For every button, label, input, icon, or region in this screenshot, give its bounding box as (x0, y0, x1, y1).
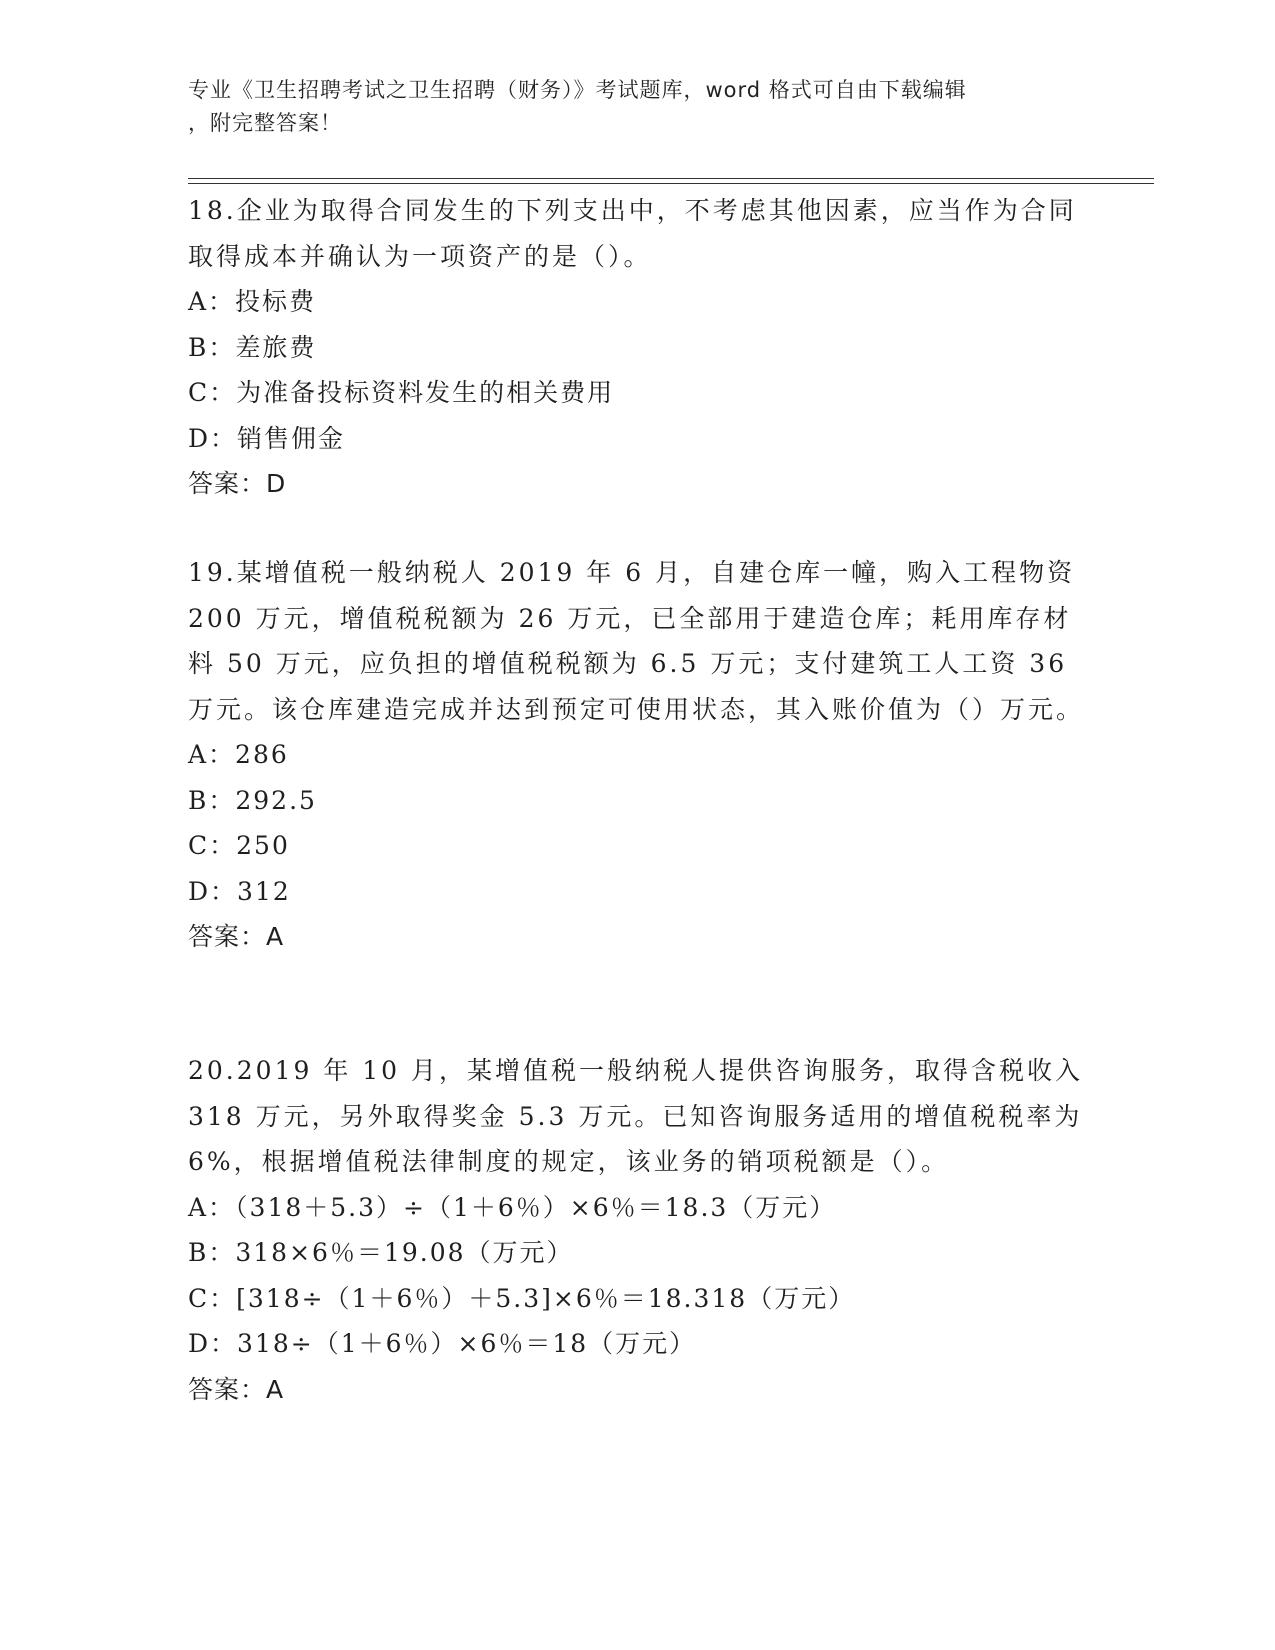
option-d: D：318÷（1＋6％）×6％＝18（万元） (188, 1329, 697, 1358)
option-d: D：312 (188, 876, 291, 906)
header-line-2: ，附完整答案！ (188, 111, 342, 135)
option-c: C：250 (188, 831, 290, 860)
option-a: A：投标费 (188, 287, 317, 316)
answer: 答案：D (188, 469, 287, 498)
document-header (188, 74, 1068, 140)
option-a: A：286 (188, 740, 289, 769)
answer: 答案：A (188, 1374, 285, 1404)
question-20 (188, 1048, 1088, 1412)
option-b: B：318×6％＝19.08（万元） (188, 1238, 574, 1267)
option-c: C：[318÷（1＋6％）＋5.3]×6％＝18.318（万元） (188, 1283, 856, 1313)
header-line-1: 专业《卫生招聘考试之卫生招聘（财务）》考试题库，word 格式可自由下载编辑 (188, 78, 967, 102)
header-divider-top (188, 178, 1154, 179)
option-c: C：为准备投标资料发生的相关费用 (188, 378, 615, 407)
option-b: B：差旅费 (188, 332, 317, 362)
header-divider-bottom (188, 183, 1154, 184)
question-text: 19.某增值税一般纳税人 2019 年 6 月，自建仓库一幢，购入工程物资 200 万元，增值税税额为 26 万元，已全部用于建造仓库；耗用库存材料 50 万元，应负担的增值税税额为 6.5 万元；支付建筑工人工资 36 万元。该仓库建造完成并达到预定可使用状态，其入账价值为（）万元。 (188, 558, 1085, 724)
option-b: B：292.5 (188, 785, 317, 815)
question-text: 20.2019 年 10 月，某增值税一般纳税人提供咨询服务，取得含税收入 318 万元，另外取得奖金 5.3 万元。已知咨询服务适用的增值税税率为 6%，根据增值税法律制度的规定，该业务的销项税额是（）。 (188, 1056, 1084, 1176)
answer: 答案：A (188, 922, 285, 951)
option-d: D：销售佣金 (188, 423, 346, 453)
question-text: 18.企业为取得合同发生的下列支出中，不考虑其他因素，应当作为合同取得成本并确认为一项资产的是（）。 (188, 196, 1077, 271)
question-18 (188, 188, 1088, 507)
question-19 (188, 550, 1088, 960)
option-a: A：（318＋5.3）÷（1＋6％）×6％＝18.3（万元） (188, 1192, 837, 1222)
